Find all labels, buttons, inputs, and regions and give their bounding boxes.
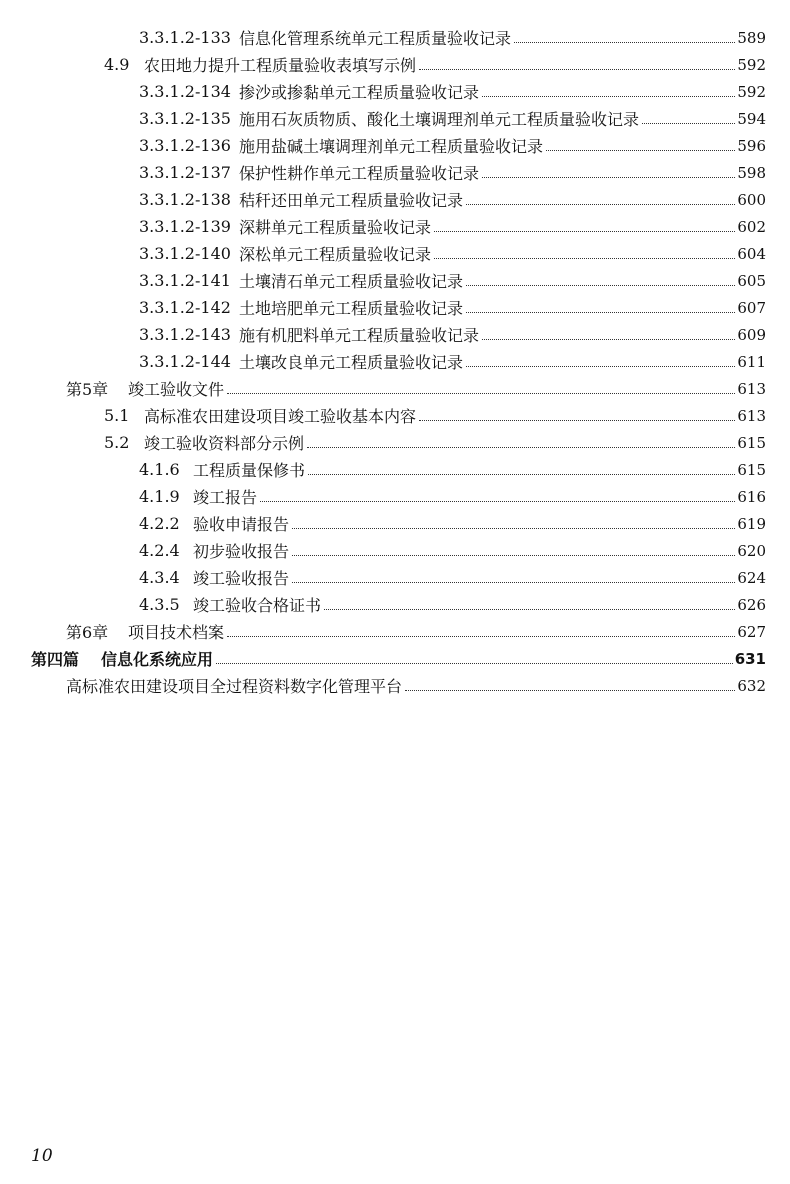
- toc-entry-title: 竣工验收文件: [128, 380, 225, 399]
- toc-entry-title: 竣工报告: [193, 488, 258, 507]
- toc-entry[interactable]: [0, 51, 790, 78]
- dot-leader: [642, 122, 735, 124]
- toc-entry-number: 5.1: [104, 406, 130, 425]
- toc-entry-title: 工程质量保修书: [193, 461, 306, 480]
- dot-leader: [405, 689, 735, 691]
- toc-entry-page: 616: [737, 487, 766, 506]
- toc-entry[interactable]: [0, 78, 790, 105]
- dot-leader: [292, 554, 735, 556]
- toc-entry-number: 第6章: [66, 623, 109, 642]
- dot-leader: [307, 446, 735, 448]
- dot-leader: [466, 311, 735, 313]
- toc-entry-title: 土壤改良单元工程质量验收记录: [239, 353, 464, 372]
- dot-leader: [292, 581, 735, 583]
- toc-entry-page: 620: [737, 541, 766, 560]
- dot-leader: [260, 500, 735, 502]
- toc-entry-page: 615: [737, 433, 766, 452]
- toc-part[interactable]: [0, 645, 790, 672]
- toc-entry[interactable]: [0, 402, 790, 429]
- toc-entry-number: 3.3.1.2-134: [139, 82, 231, 101]
- toc-entry-number: 4.3.5: [139, 595, 180, 614]
- toc-entry[interactable]: [0, 159, 790, 186]
- toc-entry-page: 609: [737, 325, 766, 344]
- toc-entry-number: 3.3.1.2-141: [139, 271, 231, 290]
- toc-entry-number: 4.3.4: [139, 568, 180, 587]
- toc-entry-page: 600: [737, 190, 766, 209]
- toc-entry-number: 4.1.6: [139, 460, 180, 479]
- toc-entry-number: 3.3.1.2-135: [139, 109, 231, 128]
- toc-entry-page: 592: [737, 55, 766, 74]
- toc-entry[interactable]: [0, 564, 790, 591]
- dot-leader: [324, 608, 735, 610]
- toc-entry-number: 5.2: [104, 433, 130, 452]
- dot-leader: [308, 473, 735, 475]
- toc-entry-title: 土壤清石单元工程质量验收记录: [239, 272, 464, 291]
- dot-leader: [466, 284, 735, 286]
- toc-entry-number: 3.3.1.2-144: [139, 352, 231, 371]
- toc-entry-number: 3.3.1.2-143: [139, 325, 231, 344]
- toc-entry-page: 611: [737, 352, 766, 371]
- toc-entry-page: 632: [737, 676, 766, 695]
- toc-entry-number: 4.2.2: [139, 514, 180, 533]
- dot-leader: [434, 230, 735, 232]
- toc-entry[interactable]: [0, 429, 790, 456]
- toc-entry-number: 第四篇: [31, 650, 80, 669]
- toc-entry-title: 施用盐碱土壤调理剂单元工程质量验收记录: [239, 137, 544, 156]
- toc-entry-number: 3.3.1.2-138: [139, 190, 231, 209]
- toc-entry-page: 627: [737, 622, 766, 641]
- toc-entry[interactable]: [0, 267, 790, 294]
- toc-entry-title: 信息化系统应用: [101, 650, 214, 669]
- toc-entry-page: 626: [737, 595, 766, 614]
- toc-entry-title: 掺沙或掺黏单元工程质量验收记录: [239, 83, 480, 102]
- dot-leader: [216, 662, 733, 664]
- dot-leader: [292, 527, 735, 529]
- dot-leader: [482, 176, 735, 178]
- toc-entry-number: 第5章: [66, 380, 109, 399]
- toc-entry-page: 624: [737, 568, 766, 587]
- toc-entry[interactable]: [0, 186, 790, 213]
- toc-entry[interactable]: [0, 510, 790, 537]
- toc-entry-page: 613: [737, 406, 766, 425]
- toc-entry[interactable]: [0, 456, 790, 483]
- toc-entry-page: 615: [737, 460, 766, 479]
- toc-entry-page: 594: [737, 109, 766, 128]
- toc-entry[interactable]: [0, 321, 790, 348]
- toc-entry[interactable]: [0, 213, 790, 240]
- toc-entry-title: 验收申请报告: [193, 515, 290, 534]
- dot-leader: [419, 68, 735, 70]
- toc-entry-title: 初步验收报告: [193, 542, 290, 561]
- toc-entry-page: 598: [737, 163, 766, 182]
- toc-entry-number: 4.9: [104, 55, 130, 74]
- toc-entry-number: 3.3.1.2-140: [139, 244, 231, 263]
- toc-entry[interactable]: [0, 537, 790, 564]
- toc-entry[interactable]: [0, 105, 790, 132]
- toc-entry-number: 3.3.1.2-139: [139, 217, 231, 236]
- toc-chapter[interactable]: [0, 618, 790, 645]
- toc-entry-number: 3.3.1.2-142: [139, 298, 231, 317]
- toc-entry-page: 592: [737, 82, 766, 101]
- toc-entry-title: 农田地力提升工程质量验收表填写示例: [144, 56, 417, 75]
- toc-entry-title: 深耕单元工程质量验收记录: [239, 218, 432, 237]
- toc-entry-title: 施用石灰质物质、酸化土壤调理剂单元工程质量验收记录: [239, 110, 640, 129]
- toc-entry-number: 4.2.4: [139, 541, 180, 560]
- toc-entry-title: 竣工验收报告: [193, 569, 290, 588]
- dot-leader: [482, 95, 735, 97]
- toc-entry-number: 3.3.1.2-133: [139, 28, 231, 47]
- toc-entry[interactable]: [0, 240, 790, 267]
- toc-entry-title: 竣工验收合格证书: [193, 596, 322, 615]
- toc-entry-title: 深松单元工程质量验收记录: [239, 245, 432, 264]
- toc-entry-page: 631: [734, 649, 766, 668]
- toc-entry[interactable]: [0, 672, 790, 699]
- dot-leader: [466, 203, 735, 205]
- dot-leader: [466, 365, 735, 367]
- toc-entry-number: 3.3.1.2-137: [139, 163, 231, 182]
- toc-entry-title: 施有机肥料单元工程质量验收记录: [239, 326, 480, 345]
- dot-leader: [482, 338, 735, 340]
- toc-entry[interactable]: [0, 24, 790, 51]
- toc-entry-title: 信息化管理系统单元工程质量验收记录: [239, 29, 512, 48]
- toc-entry-title: 秸秆还田单元工程质量验收记录: [239, 191, 464, 210]
- dot-leader: [227, 635, 735, 637]
- toc-entry-number: 3.3.1.2-136: [139, 136, 231, 155]
- toc-entry-title: 土地培肥单元工程质量验收记录: [239, 299, 464, 318]
- page-number: 10: [31, 1146, 53, 1166]
- toc-entry[interactable]: [0, 591, 790, 618]
- toc-entry-page: 596: [737, 136, 766, 155]
- toc-entry-page: 589: [737, 28, 766, 47]
- toc-entry[interactable]: [0, 294, 790, 321]
- dot-leader: [419, 419, 735, 421]
- toc-entry-title: 高标准农田建设项目竣工验收基本内容: [144, 407, 417, 426]
- toc-entry-page: 605: [737, 271, 766, 290]
- toc-entry-title: 项目技术档案: [128, 623, 225, 642]
- dot-leader: [227, 392, 735, 394]
- toc-entry[interactable]: [0, 348, 790, 375]
- toc-entry-page: 604: [737, 244, 766, 263]
- toc-entry-page: 602: [737, 217, 766, 236]
- dot-leader: [514, 41, 735, 43]
- toc-entry-page: 607: [737, 298, 766, 317]
- toc-entry[interactable]: [0, 483, 790, 510]
- toc-entry-page: 613: [737, 379, 766, 398]
- table-of-contents: [0, 24, 790, 699]
- toc-entry-page: 619: [737, 514, 766, 533]
- toc-entry[interactable]: [0, 132, 790, 159]
- dot-leader: [546, 149, 735, 151]
- toc-chapter[interactable]: [0, 375, 790, 402]
- toc-entry-title: 保护性耕作单元工程质量验收记录: [239, 164, 480, 183]
- toc-entry-title: 竣工验收资料部分示例: [144, 434, 305, 453]
- toc-entry-title: 高标准农田建设项目全过程资料数字化管理平台: [66, 677, 403, 696]
- dot-leader: [434, 257, 735, 259]
- toc-entry-number: 4.1.9: [139, 487, 180, 506]
